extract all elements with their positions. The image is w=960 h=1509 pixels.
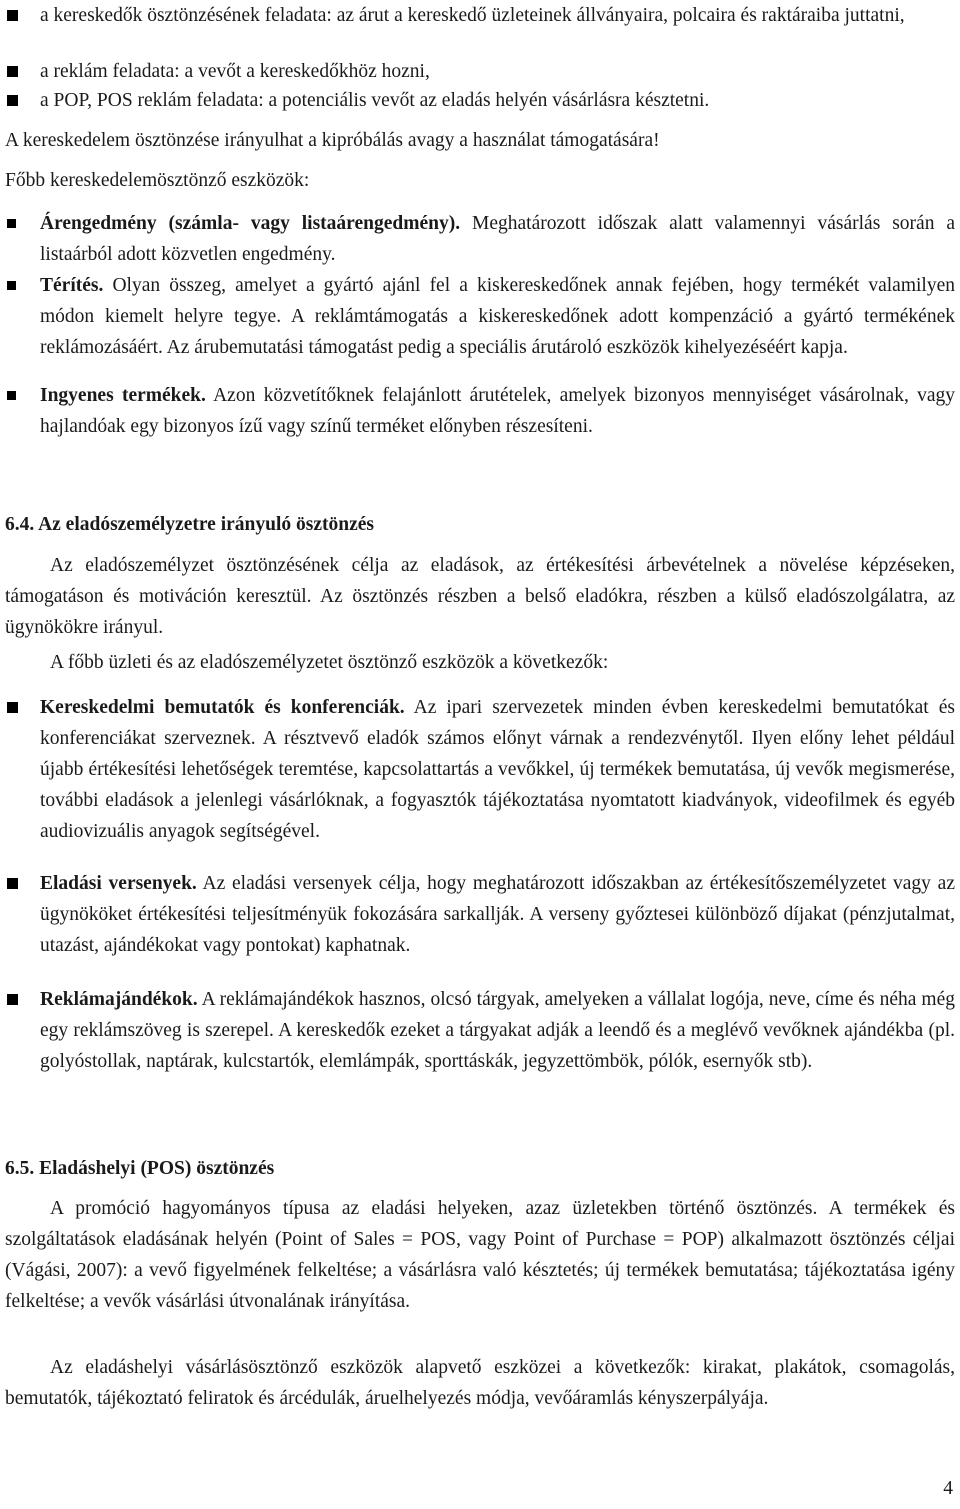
item-text: Az ipari szervezetek minden évben kereskedelmi bemutatókat és konferenciákat szerveznek. A résztvevő eladók számos előnyt várnak a rendezvénytől. Ilyen előny lehet például újabb értékesítési lehetőségek teremtése, kapcsolattartás a vevőkkel, új termékek bemutatása, új vevők megismerése, további eladások a jelenlegi vásárlóknak, a fogyasztók tájékoztatása nyomtatott kiadványok, videofilmek és egyéb audiovizuális anyagok segítségével. bbox=[40, 697, 955, 842]
section-title: Eladáshelyi (POS) ösztönzés bbox=[39, 1158, 275, 1179]
list-item bbox=[40, 868, 955, 961]
square-bullet-icon bbox=[7, 281, 16, 290]
paragraph: Az eladáshelyi vásárlásösztönző eszközök alapvető eszközei a következők: kirakat, plakátok, csomagolás, bemutatók, tájékoztató feliratok és árcédulák, áruelhelyezés módja, vevőáramlás kényszerpályája. bbox=[5, 1357, 955, 1409]
item-text: A reklámajándékok hasznos, olcsó tárgyak, amelyeken a vállalat logója, neve, címe és néha még egy reklámszöveg is szerepel. A kereskedők ezeket a tárgyakat adják a leendő és a meglévő vevőknek ajándékba (pl. golyóstollak, naptárak, kulcstartók, elemlámpák, sporttáskák, jegyzettömbök, pólók, esernyők stb). bbox=[40, 989, 955, 1072]
section-number: 6.4. bbox=[5, 514, 35, 535]
section-heading bbox=[5, 509, 374, 540]
section-heading bbox=[5, 1153, 274, 1184]
page-number: 4 bbox=[943, 1478, 953, 1499]
tool-text: Olyan összeg, amelyet a gyártó ajánl fel a kiskereskedőnek annak fejében, hogy termékét valamilyen módon kiemelt helyre tegye. A reklámtámogatás a kiskereskedőnek adott kompenzáció a gyártó termékének reklámozásáért. Az árubemutatási támogatást pedig a speciális árutároló eszközök kihelyezéséért kapja. bbox=[40, 275, 955, 358]
square-bullet-icon bbox=[7, 391, 16, 400]
tool-item bbox=[40, 208, 955, 270]
square-bullet-icon bbox=[7, 66, 18, 77]
paragraph: Az eladószemélyzet ösztönzésének célja az eladások, az értékesítési árbevételnek a növelése képzéseken, támogatáson és motiváción keresztül. Az ösztönzés részben a belső eladókra, részben a külső eladószolgálatra, az ügynökökre irányul. bbox=[5, 555, 955, 638]
bullet-item: a kereskedők ösztönzésének feladata: az árut a kereskedő üzleteinek állványaira, polcaira és raktáraiba juttatni, bbox=[40, 0, 955, 31]
section-title: Az eladószemélyzetre irányuló ösztönzés bbox=[38, 514, 374, 535]
item-term: Eladási versenyek. bbox=[40, 873, 197, 894]
item-text: Az eladási versenyek célja, hogy meghatározott időszakban az értékesítőszemélyzetet vagy az ügynököket értékesítési teljesítményük fokozására sarkallják. A verseny győztesei különböző díjakat (pénzjutalmat, utazást, ajándékokat vagy pontokat) kaphatnak. bbox=[40, 873, 955, 956]
square-bullet-icon bbox=[7, 994, 18, 1005]
square-bullet-icon bbox=[7, 219, 16, 228]
list-item bbox=[40, 984, 955, 1077]
tool-term: Árengedmény (számla- vagy listaárengedmény). bbox=[40, 213, 461, 234]
square-bullet-icon bbox=[7, 878, 18, 889]
tool-item bbox=[40, 380, 955, 442]
tool-text: Meghatározott időszak alatt valamennyi vásárlás során a listaárból adott közvetlen engedmény. bbox=[40, 213, 956, 265]
item-term: Kereskedelmi bemutatók és konferenciák. bbox=[40, 697, 405, 718]
tool-term: Ingyenes termékek. bbox=[40, 385, 206, 406]
tool-term: Térítés. bbox=[40, 275, 104, 296]
square-bullet-icon bbox=[7, 10, 18, 21]
item-term: Reklámajándékok. bbox=[40, 989, 198, 1010]
paragraph: A kereskedelem ösztönzése irányulhat a kipróbálás avagy a használat támogatására! bbox=[5, 130, 660, 151]
section-number: 6.5. bbox=[5, 1158, 35, 1179]
tool-text: Azon közvetítőknek felajánlott árutételek, amelyek bizonyos mennyiséget vásárolnak, vagy hajlandóak egy bizonyos ízű vagy színű terméket előnyben részesíteni. bbox=[40, 385, 955, 437]
paragraph: A főbb üzleti és az eladószemélyzetet ösztönző eszközök a következők: bbox=[50, 652, 609, 673]
bullet-item: a reklám feladata: a vevőt a kereskedőkhöz hozni, bbox=[40, 56, 955, 87]
tool-item bbox=[40, 270, 955, 363]
bullet-item: a POP, POS reklám feladata: a potenciális vevőt az eladás helyén vásárlásra késztetni. bbox=[40, 85, 955, 116]
paragraph: Főbb kereskedelemösztönző eszközök: bbox=[5, 170, 310, 191]
square-bullet-icon bbox=[7, 702, 18, 713]
list-item bbox=[40, 692, 955, 847]
square-bullet-icon bbox=[7, 95, 18, 106]
paragraph: A promóció hagyományos típusa az eladási helyeken, azaz üzletekben történő ösztönzés. A termékek és szolgáltatások eladásának helyén (Point of Sales = POS, vagy Point of Purchase = POP) alkalmazott ösztönzés céljai (Vágási, 2007): a vevő figyelmének felkeltése; a vásárlásra való késztetés; új termékek bemutatása; tájékoztatása igény felkeltése; a vevők vásárlási útvonalának irányítása. bbox=[5, 1198, 955, 1312]
